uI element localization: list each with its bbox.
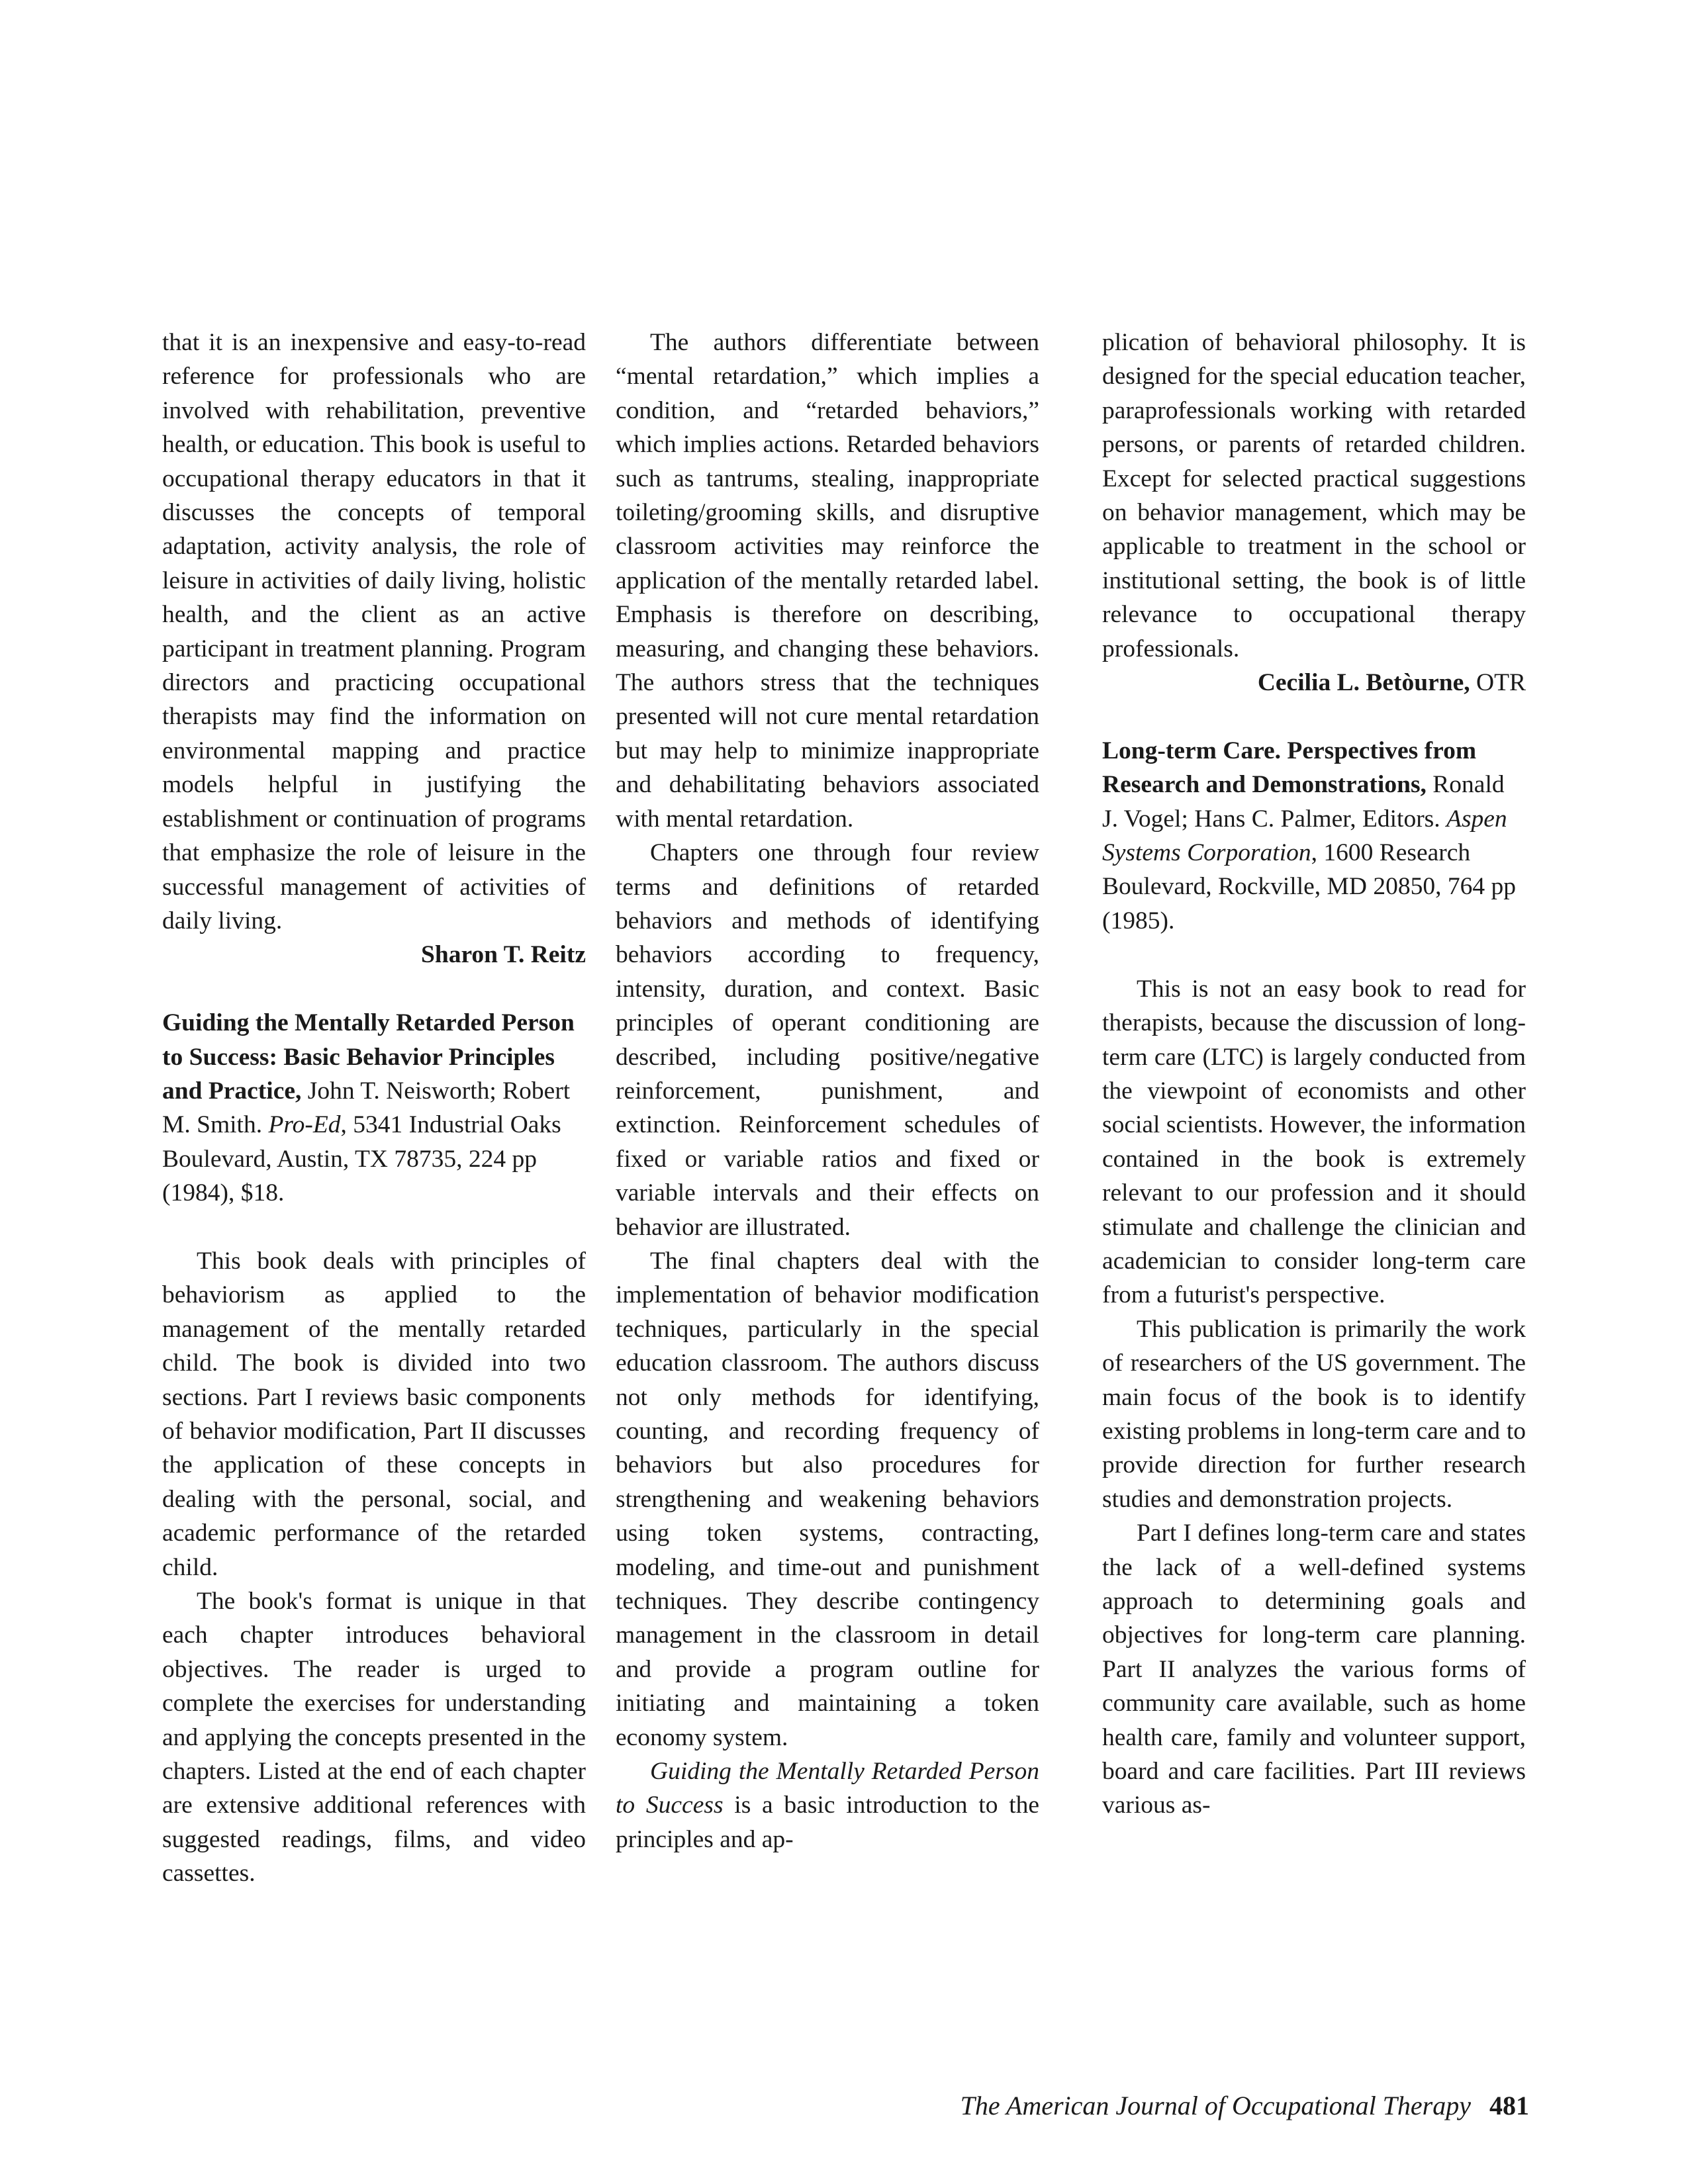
column-middle <box>616 326 1039 1856</box>
book-publisher: Pro-Ed <box>268 1111 341 1139</box>
column-right <box>1102 326 1526 1823</box>
page-number: 481 <box>1489 2091 1529 2120</box>
paragraph: plication of behavioral philosophy. It is designed for the special education teacher, paraprofessionals working with retarded persons, or parents of retarded children. Except for selected practical suggestions on behavior management, which may be applicable to treatment in the school or institutional setting, the book is of little relevance to occupational therapy professionals. <box>1102 329 1526 662</box>
book-title-reference: Guiding the Mentally Retarded Person to Success <box>616 1758 1039 1819</box>
reviewer-signature: Sharon T. Reitz <box>421 941 586 969</box>
book-details: , 1600 Research Boulevard, Rockville, MD 20850, 764 pp (1985). <box>1102 839 1516 934</box>
reviewer-signature: Cecilia L. Betòurne, OTR <box>1257 669 1526 697</box>
page-footer <box>914 2089 1529 2123</box>
paragraph: The authors differentiate between “mental retardation,” which implies a condition, and “retarded behaviors,” which implies actions. Retarded behaviors such as tantrums, stealing, inappropriate toileting/grooming skills, and disruptive classroom activities may reinforce the application of the mentally retarded label. Emphasis is therefore on describing, measuring, and changing these behaviors. The authors stress that the techniques presented will not cure mental retardation but may help to minimize inappropriate and dehabilitating behaviors associated with mental retardation. <box>616 329 1039 833</box>
book-publisher: Aspen Systems Corporation <box>1102 805 1507 867</box>
book-authors: John T. Neisworth; Robert M. Smith. <box>162 1077 571 1139</box>
review-citation <box>162 1006 586 1210</box>
book-title: Guiding the Mentally Retarded Person to Success: Basic Behavior Principles and Practice, <box>162 1009 575 1105</box>
book-authors: Ronald J. Vogel; Hans C. Palmer, Editors. <box>1102 771 1505 833</box>
paragraph: This publication is primarily the work of researchers of the US government. The main focus of the book is to identify existing problems in long-term care and to provide direction for further research studies and demonstration projects. <box>1102 1315 1526 1513</box>
journal-name: The American Journal of Occupational Therapy <box>960 2091 1471 2120</box>
column-left <box>162 326 586 1891</box>
paragraph: The book's format is unique in that each chapter introduces behavioral objectives. The reader is urged to complete the exercises for understanding and applying the concepts presented in the chapters. Listed at the end of each chapter are extensive additional references with suggested readings, films, and video cassettes. <box>162 1588 586 1888</box>
book-title: Long-term Care. Perspectives from Research and Demonstrations, <box>1102 737 1477 799</box>
book-details: , 5341 Industrial Oaks Boulevard, Austin, TX 78735, 224 pp (1984), $18. <box>162 1111 561 1207</box>
paragraph: Guiding the Mentally Retarded Person to Success is a basic introduction to the principles and ap- <box>616 1758 1040 1853</box>
paragraph: This book deals with principles of behaviorism as applied to the management of the mentally retarded child. The book is divided into two sections. Part I reviews basic components of behavior modification, Part II discusses the application of these concepts in dealing with the personal, social, and academic performance of the retarded child. <box>162 1247 586 1581</box>
paragraph: Part I defines long-term care and states the lack of a well-defined systems approach to determining goals and objectives for long-term care planning. Part II analyzes the various forms of community care available, such as home health care, family and volunteer support, board and care facilities. Part III reviews various as- <box>1102 1520 1526 1819</box>
review-citation <box>1102 734 1526 938</box>
paragraph: This is not an easy book to read for therapists, because the discussion of long-term care (LTC) is largely conducted from the viewpoint of economists and other social scientists. However, the information contained in the book is extremely relevant to our profession and it should stimulate and challenge the clinician and academician to consider long-term care from a futurist's perspective. <box>1102 975 1526 1309</box>
paragraph: that it is an inexpensive and easy-to-read reference for professionals who are involved with rehabilitation, preventive health, or education. This book is useful to occupational therapy educators in that it discusses the concepts of temporal adaptation, activity analysis, the role of leisure in activities of daily living, holistic health, and the client as an active participant in treatment planning. Program directors and practicing occupational therapists may find the information on environmental mapping and practice models helpful in justifying the establishment or continuation of programs that emphasize the role of leisure in the successful management of activities of daily living. <box>162 329 586 934</box>
paragraph: The final chapters deal with the implementation of behavior modification techniques, particularly in the special education classroom. The authors discuss not only methods for identifying, counting, and recording frequency of behaviors but also procedures for strengthening and weakening behaviors using token systems, contracting, modeling, and time-out and punishment techniques. They describe contingency management in the classroom in detail and provide a program outline for initiating and maintaining a token economy system. <box>616 1247 1039 1751</box>
paragraph: Chapters one through four review terms and definitions of retarded behaviors and methods of identifying behaviors according to frequency, intensity, duration, and context. Basic principles of operant conditioning are described, including positive/negative reinforcement, punishment, and extinction. Reinforcement schedules of fixed or variable ratios and fixed or variable intervals and their effects on behavior are illustrated. <box>616 839 1039 1241</box>
